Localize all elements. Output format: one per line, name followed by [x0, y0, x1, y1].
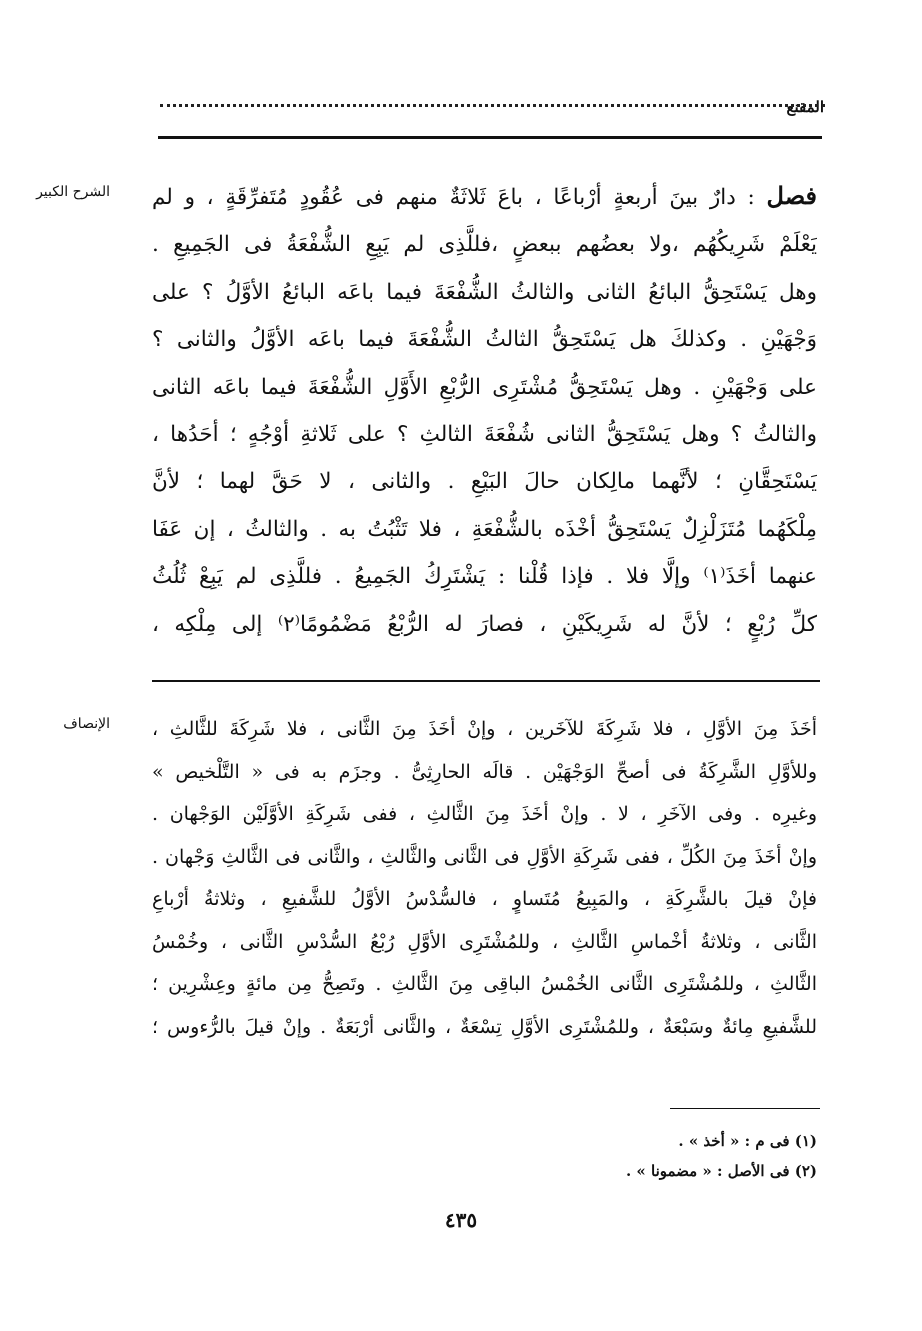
text-line: فصل : دارٌ بينَ أربعةٍ أرْباعًا ، باعَ ثَلاثَةٌ منهم فى عُقُودٍ مُتَفرِّقَةٍ ، و لم [152, 181, 817, 210]
footnote-2: (٢) فى الأصل : « مضمونا » . [625, 1162, 817, 1180]
insaf-text-block [152, 708, 817, 1048]
text-line: وإنْ أخَذَ مِنَ الكُلِّ ، ففى شَرِكَةِ الأوَّلِ فى الثَّانى والثَّالثِ ، والثَّانى فى الثَّالثِ وَجْهان . [152, 845, 817, 868]
sharh-text-block [152, 172, 817, 648]
text-line: وهل يَسْتَحِقُّ البائعُ الثانى والثالثُ الشُّفْعَةَ فيما باعَه البائعُ الأوَّلُ ؟ على [152, 279, 817, 305]
text-line: الثَّالثِ ، وللمُشْتَرِى الثَّانى الخُمْسُ الباقِى مِنَ الثَّالثِ . وتَصِحُّ مِن مائةٍ وعِشْرِين ؛ [152, 973, 817, 995]
text-line: وغيرِه . وفى الآخَرِ ، لا . وإنْ أخَذَ مِنَ الثَّالثِ ، ففى شَرِكَةِ الأوَّلَيْن الوَجْهان . [152, 803, 817, 825]
footnote-rule [670, 1108, 820, 1109]
text-line: يَسْتَحِقَّانِ ؛ لأنَّهما مالِكان حالَ البَيْعِ . والثانى ، لا حَقَّ لهما ؛ لأنَّ [152, 469, 817, 495]
text-line: على وَجْهَيْنِ . وهل يَسْتَحِقُّ مُشْتَرِى الرُّبْعِ الأَوَّلِ الشُّفْعَةَ فيما باعَه الثانى [152, 374, 817, 400]
section-separator-rule [152, 680, 820, 682]
running-header-title: المقنع [786, 98, 824, 116]
text-line: كلِّ رُبْعٍ ؛ لأنَّ له شَرِيكَيْنِ ، فصارَ له الرُّبْعُ مَضْمُومًا⁽٢⁾ إلى مِلْكِه ، [152, 611, 817, 637]
header-rule [158, 136, 822, 139]
text-line: والثالثُ ؟ وهل يَسْتَحِقُّ الثانى شُفْعَةَ الثالثِ ؟ على ثَلاثةِ أوْجُهٍ ؛ أحَدُها ، [152, 422, 817, 448]
text-line: يَعْلَمْ شَرِيكُهُم ،ولا بعضُهم ببعضٍ ،فللَّذِى لم يَبِعِ الشُّفْعَةُ فى الجَمِيعِ . [152, 232, 817, 258]
text-line: مِلْكَهُما مُتَزَلْزِلٌ يَسْتَحِقُّ أخْذَه بالشُّفْعَةِ ، فلا تَثْبُتُ به . والثالثُ ، إن عَفَا [152, 516, 817, 542]
header-dotted-leader [160, 104, 825, 107]
text-line: عنهما أخَذَ⁽١⁾ وإلَّا فلا . فإذا قُلْنا : يَشْتَرِكُ الجَمِيعُ . فللَّذِى لم يَبِعْ ثُلُثُ [152, 564, 817, 590]
margin-label-sharh: الشرح الكبير [36, 184, 110, 200]
text-line: فإنْ قيلَ بالشَّرِكَةِ ، والمَبِيعُ مُتَساوٍ ، فالسُّدْسُ الأوَّلُ للشَّفيعِ ، وثلاثةُ أرْباعِ [152, 888, 817, 910]
text-line: للشَّفيعِ مِائةٌ وسَبْعَةٌ ، وللمُشْتَرِى الأوَّلِ تِسْعَةٌ ، والثَّانى أرْبَعَةٌ . وإنْ قيلَ بالرُّءوس ؛ [152, 1015, 817, 1038]
page-number: ٤٣٥ [444, 1208, 478, 1232]
text-line: وَجْهَيْنِ . وكذلكَ هل يَسْتَحِقُّ الثالثُ الشُّفْعَةَ فيما باعَه الأوَّلُ والثانى ؟ [152, 327, 817, 353]
section-keyword: فصل [766, 181, 817, 210]
footnotes [317, 1126, 817, 1186]
text-line: أخَذَ مِنَ الأوَّلِ ، فلا شَرِكَةَ للآخَرين ، وإنْ أخَذَ مِنَ الثَّانى ، فلا شَرِكَةَ للثَّالثِ ، [152, 718, 817, 740]
footnote-1: (١) فى م : « أخذ » . [678, 1132, 817, 1150]
margin-label-insaf: الإنصاف [63, 716, 110, 732]
text-line: وللأوَّلِ الشَّرِكَةُ فى أصحِّ الوَجْهَيْن . قالَه الحارِثِىُّ . وجزَم به فى « التَّلْخيص » [152, 760, 817, 783]
text-line: الثَّانى ، وثلاثةُ أخْماسِ الثَّالثِ ، وللمُشْتَرِى الأوَّلِ رُبْعُ السُّدْسِ الثَّانى ، وخُمْسُ [152, 930, 817, 953]
